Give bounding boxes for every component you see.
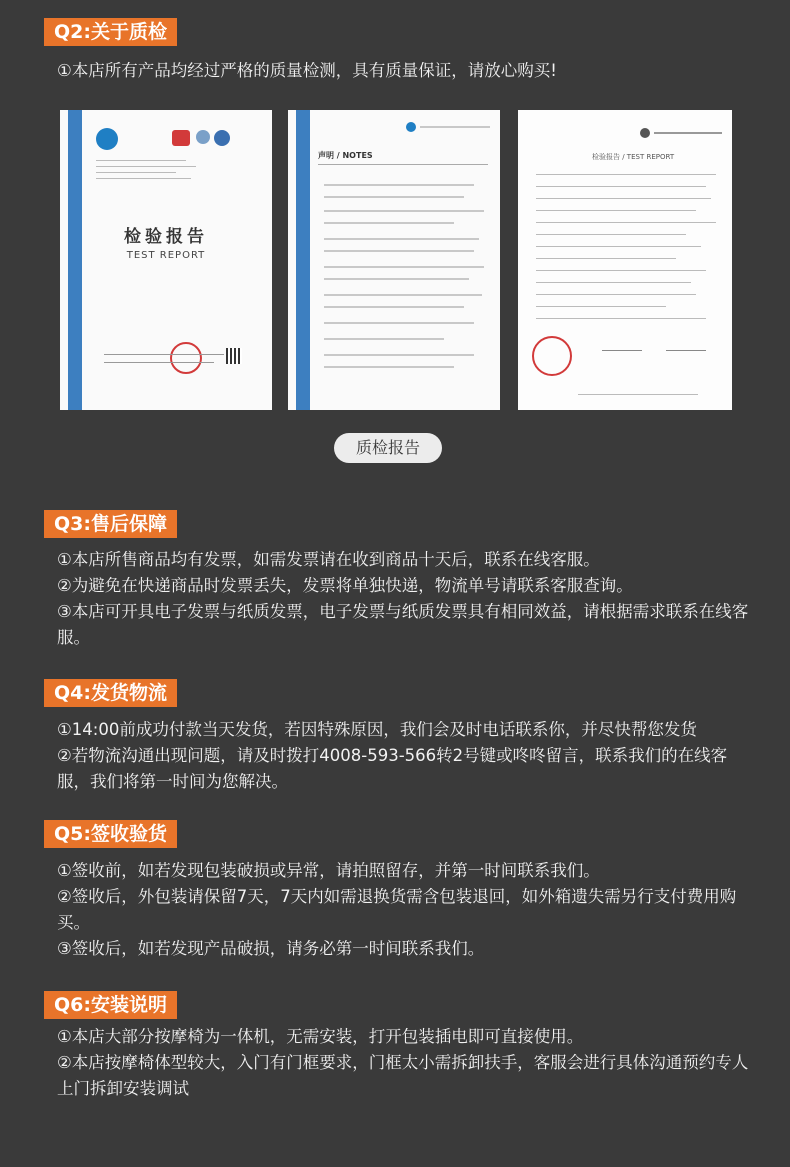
q4-line-2: ②若物流沟通出现问题，请及时拨打4008-593-566转2号键或咚咚留言，联系我们的在线客服，我们将第一时间为您解决。 [57,746,728,791]
test-report-cover-image [60,110,272,410]
q4-text [57,717,750,795]
q3-line-2: ②为避免在快递商品时发票丢失，发票将单独快递，物流单号请联系客服查询。 [57,576,633,595]
section-tag-q3: Q3:售后保障 [44,510,177,538]
q3-text [57,547,750,651]
q4-line-1: ①14:00前成功付款当天发货，若因特殊原因，我们会及时电话联系你，并尽快帮您发货 [57,720,697,739]
q6-line-1: ①本店大部分按摩椅为一体机，无需安装，打开包装插电即可直接使用。 [57,1027,584,1046]
q6-line-2: ②本店按摩椅体型较大，入门有门框要求，门框太小需拆卸扶手，客服会进行具体沟通预约专人上门拆卸安装调试 [57,1053,749,1098]
ibtc-logo-icon [96,128,118,150]
q5-line-3: ③签收后，如若发现产品破损，请务必第一时间联系我们。 [57,939,485,958]
doc-title-cn: 检验报告 [124,227,208,247]
test-report-detail-image [518,110,732,410]
section-tag-q4: Q4:发货物流 [44,679,177,707]
q5-text [57,858,750,962]
red-seal-stamp [532,336,572,376]
q2-text [57,58,750,84]
q5-line-1: ①签收前，如若发现包装破损或异常，请拍照留存，并第一时间联系我们。 [57,861,600,880]
q3-line-1: ①本店所售商品均有发票，如需发票请在收到商品十天后，联系在线客服。 [57,550,600,569]
test-report-notes-image [288,110,500,410]
qr-code-icon [226,348,242,364]
cma-logo-icon [172,130,190,146]
section-tag-q6: Q6:安装说明 [44,991,177,1019]
q6-text [57,1024,750,1102]
q5-line-2: ②签收后，外包装请保留7天，7天内如需退换货需含包装退回，如外箱遗失需另行支付费用购买。 [57,887,737,932]
section-tag-q2: Q2:关于质检 [44,18,177,46]
q2-line-1: ①本店所有产品均经过严格的质量检测，具有质量保证，请放心购买! [57,61,557,80]
section-tag-q5: Q5:签收验货 [44,820,177,848]
q3-line-3: ③本店可开具电子发票与纸质发票，电子发票与纸质发票具有相同效益，请根据需求联系在线客服。 [57,602,749,647]
doc-title-en: TEST REPORT [126,250,206,261]
quality-report-caption: 质检报告 [334,433,442,463]
institute-logo-icon [406,122,416,132]
cnas-logo-icon [214,130,230,146]
notes-header: 声明 / NOTES [318,151,373,160]
seal-stamp [170,342,202,374]
institute-logo-icon [640,128,650,138]
detail-header: 检验报告 / TEST REPORT [592,153,675,161]
ilac-logo-icon [196,130,210,144]
